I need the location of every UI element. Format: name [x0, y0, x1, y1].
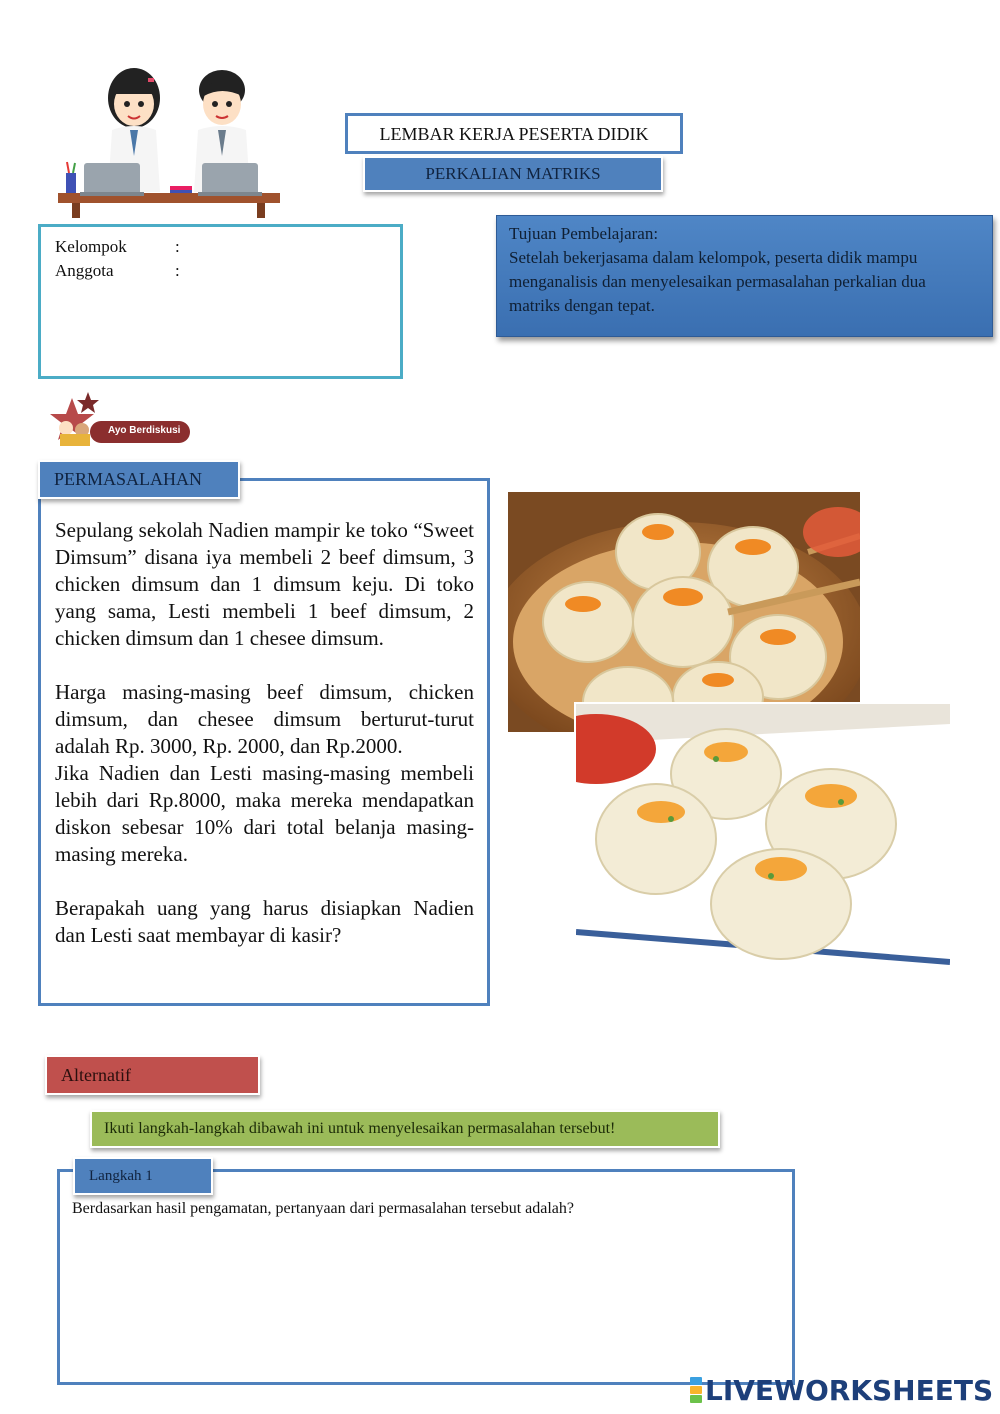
group-field-label: Kelompok: [55, 237, 127, 256]
learning-goal-box: [496, 215, 993, 337]
kelompok-input[interactable]: [186, 235, 366, 259]
problem-box: [38, 478, 490, 1006]
instruction-bar: Ikuti langkah-langkah dibawah ini untuk menyelesaikan permasalahan tersebut!: [90, 1110, 720, 1148]
step1-tab: Langkah 1: [73, 1157, 213, 1195]
problem-paragraph: Jika Nadien dan Lesti masing-masing membeli lebih dari Rp.8000, maka mereka mendapatkan diskon sebesar 10% dari total belanja masing-masing mereka.: [55, 761, 474, 866]
worksheet-title: LEMBAR KERJA PESERTA DIDIK: [345, 113, 683, 154]
group-field-separator: :: [175, 237, 180, 256]
liveworksheets-watermark: [690, 1372, 994, 1408]
anggota-input[interactable]: [186, 259, 366, 283]
dimsum-photo-plate: [574, 702, 952, 974]
worksheet-subtitle: PERKALIAN MATRIKS: [363, 156, 663, 192]
problem-paragraph: Berapakah uang yang harus disiapkan Nadien dan Lesti saat membayar di kasir?: [55, 896, 474, 947]
liveworksheets-logo-icon: [690, 1377, 702, 1404]
step1-question: Berdasarkan hasil pengamatan, pertanyaan dari permasalahan tersebut adalah?: [72, 1200, 574, 1217]
problem-tab: PERMASALAHAN: [38, 460, 240, 499]
problem-paragraph: Sepulang sekolah Nadien mampir ke toko “Sweet Dimsum” disana iya membeli 2 beef dimsum, 3 chicken dimsum dan 1 dimsum keju. Di toko yang sama, Lesti membeli 1 beef dimsum, 2 chicken dimsum dan 1 chesee dimsum.: [55, 518, 474, 650]
problem-paragraph: Harga masing-masing beef dimsum, chicken dimsum, dan chesee dimsum berturut-turut adalah Rp. 3000, Rp. 2000, dan Rp.2000.: [55, 680, 474, 758]
discussion-badge-graphic: [50, 390, 195, 452]
students-illustration: [52, 60, 284, 220]
watermark-text: LIVEWORKSHEETS: [705, 1373, 994, 1407]
discussion-badge: [50, 390, 195, 452]
group-field-kelompok: [55, 235, 386, 259]
learning-goal-heading: Tujuan Pembelajaran:: [509, 224, 659, 243]
alternatif-tab: Alternatif: [45, 1055, 260, 1095]
dimsum-photo-steamer: [508, 492, 860, 732]
group-field-separator: :: [175, 261, 180, 280]
step1-answer-field[interactable]: [70, 1232, 782, 1372]
group-field-anggota: [55, 259, 386, 283]
discussion-badge-label: Ayo Berdiskusi: [108, 425, 181, 436]
group-field-label: Anggota: [55, 261, 114, 280]
learning-goal-text: Setelah bekerjasama dalam kelompok, peserta didik mampu menganalisis dan menyelesaikan permasalahan perkalian dua matriks dengan tepat.: [509, 248, 926, 315]
group-info-box: [38, 224, 403, 379]
